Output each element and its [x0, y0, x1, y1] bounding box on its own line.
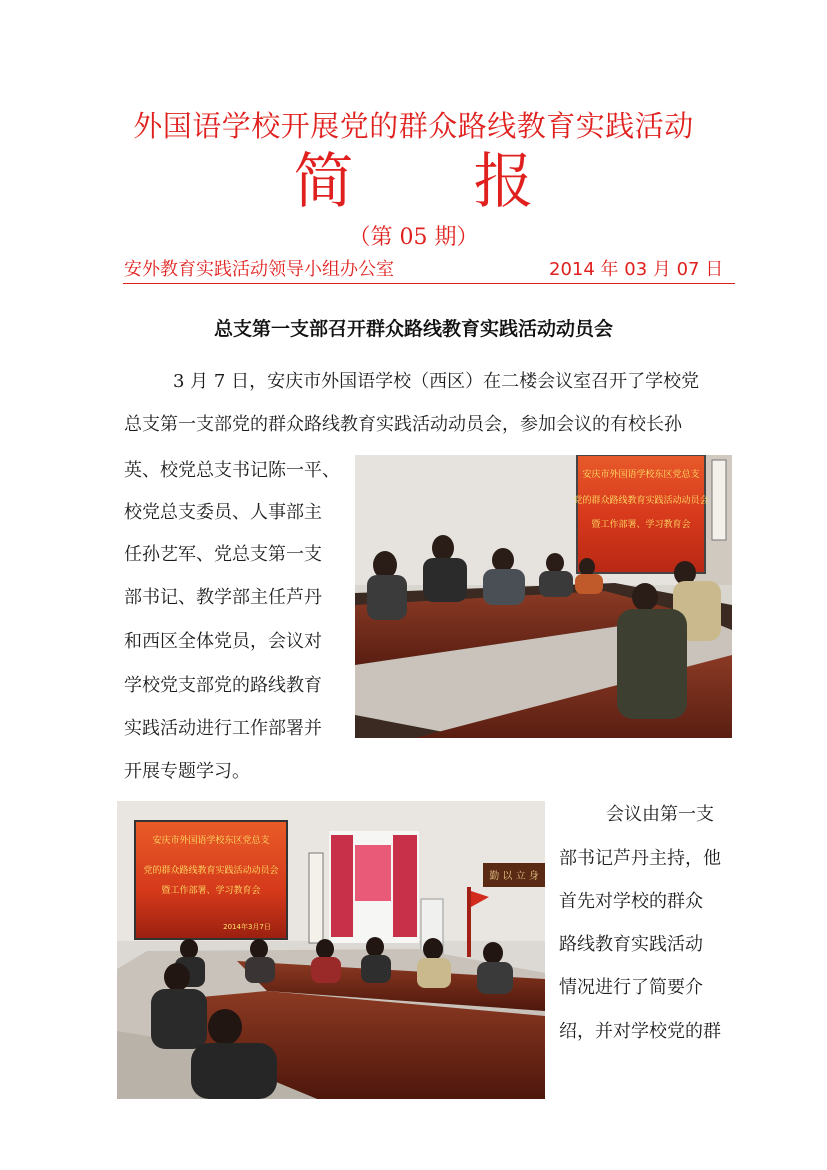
screen-text-2: 党的群众路线教育实践活动动员会: [573, 496, 709, 506]
wall-plaque-text: 勤 以 立 身: [489, 871, 539, 882]
header-divider: [123, 283, 735, 284]
screen-text-3: 暨工作部署、学习教育会: [161, 886, 261, 896]
bulletin-name-char-2: 报: [473, 147, 534, 217]
screen-text-3: 暨工作部署、学习教育会: [591, 520, 691, 530]
article-line-7: 和西区全体党员，会议对: [124, 631, 322, 652]
article-line-9: 实践活动进行工作部署并: [124, 718, 322, 739]
article-line-1: 3 月 7 日，安庆市外国语学校（西区）在二楼会议室召开了学校党: [173, 371, 700, 392]
meeting-photo-2: [117, 801, 545, 1099]
bulletin-name: [0, 142, 827, 222]
screen-text-1: 安庆市外国语学校东区党总支: [582, 470, 700, 480]
article-title: 总支第一支部召开群众路线教育实践活动动员会: [213, 318, 613, 340]
article-line-4: 校党总支委员、人事部主: [124, 502, 322, 523]
issuing-office: 安外教育实践活动领导小组办公室: [124, 259, 394, 280]
article-line-2: 总支第一支部党的群众路线教育实践活动动员会，参加会议的有校长孙: [124, 414, 682, 435]
article-line-12: 部书记芦丹主持，他: [559, 848, 721, 869]
bulletin-name-char-1: 简: [293, 147, 354, 217]
article-line-16: 绍，并对学校党的群: [559, 1021, 721, 1042]
bulletin-header-title: 外国语学校开展党的群众路线教育实践活动: [133, 109, 694, 143]
screen-text-2: 党的群众路线教育实践活动动员会: [143, 866, 279, 876]
article-line-15: 情况进行了简要介: [559, 977, 703, 998]
article-line-10: 开展专题学习。: [124, 761, 250, 782]
article-line-5: 任孙艺军、党总支第一支: [124, 544, 322, 565]
screen-date: 2014年3月7日: [223, 923, 271, 931]
article-line-14: 路线教育实践活动: [559, 934, 703, 955]
screen-text-1: 安庆市外国语学校东区党总支: [152, 836, 270, 846]
article-line-3: 英、校党总支书记陈一平、: [124, 460, 340, 481]
article-line-11: 会议由第一支: [606, 804, 714, 825]
issue-number: （第 05 期）: [348, 225, 479, 250]
meeting-photo-1: [355, 455, 732, 738]
article-line-8: 学校党支部党的路线教育: [124, 675, 322, 696]
article-line-13: 首先对学校的群众: [559, 891, 703, 912]
article-line-6: 部书记、教学部主任芦丹: [124, 587, 322, 608]
issue-date: 2014 年 03 月 07 日: [549, 259, 724, 280]
